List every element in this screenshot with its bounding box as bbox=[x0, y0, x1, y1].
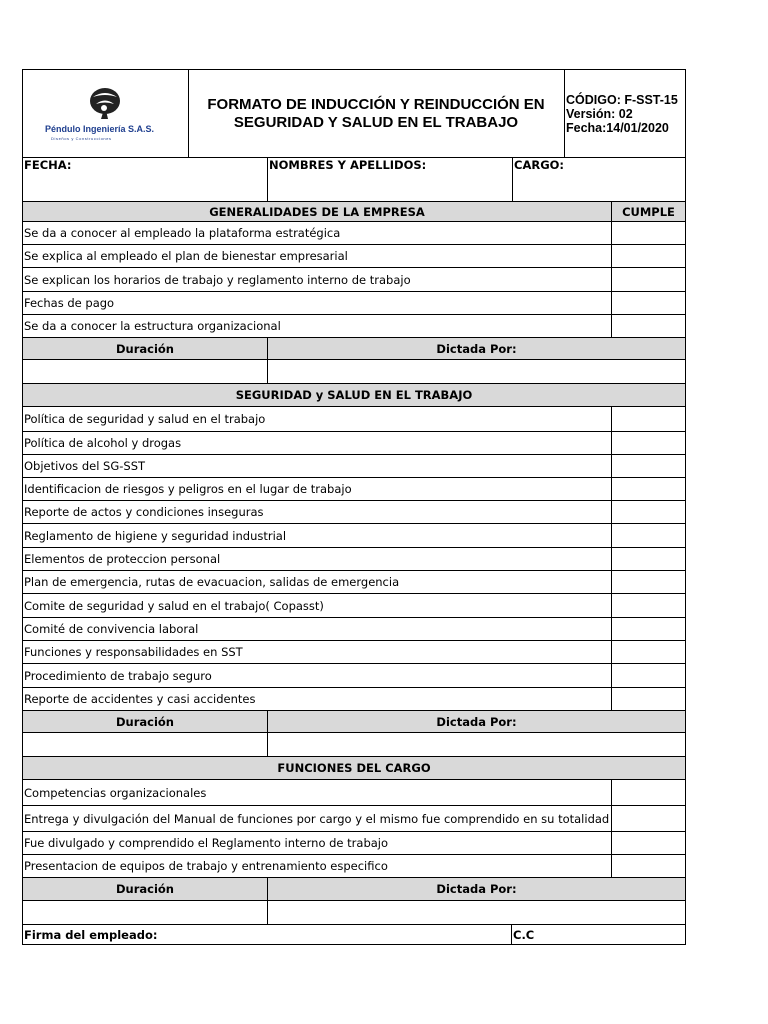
cumple-cell[interactable] bbox=[611, 292, 685, 314]
duracion-header-row bbox=[22, 878, 686, 901]
checklist-item: Procedimiento de trabajo seguro bbox=[24, 668, 212, 683]
section-title: SEGURIDAD y SALUD EN EL TRABAJO bbox=[235, 388, 473, 402]
checklist-item: Plan de emergencia, rutas de evacuacion, salidas de emergencia bbox=[24, 575, 400, 589]
checklist-item: Reporte de actos y condiciones inseguras bbox=[24, 505, 264, 519]
nombres-label: NOMBRES Y APELLIDOS: bbox=[269, 158, 427, 172]
checklist-item: Se explican los horarios de trabajo y reglamento interno de trabajo bbox=[24, 272, 411, 287]
section-funciones-header bbox=[22, 757, 686, 780]
duracion-header-row bbox=[22, 338, 686, 360]
table-row bbox=[22, 455, 686, 478]
table-row bbox=[22, 245, 686, 268]
cc-label: C.C bbox=[513, 927, 535, 942]
checklist-item: Identificacion de riesgos y peligros en el lugar de trabajo bbox=[24, 482, 352, 496]
table-row bbox=[22, 641, 686, 664]
section-title: FUNCIONES DEL CARGO bbox=[277, 761, 431, 775]
table-row bbox=[22, 524, 686, 548]
company-tagline: Diseños y Construcciones bbox=[51, 136, 112, 141]
table-row bbox=[22, 548, 686, 571]
checklist-item: Funciones y responsabilidades en SST bbox=[24, 645, 243, 659]
logo-cell bbox=[23, 70, 189, 157]
checklist-item: Elementos de proteccion personal bbox=[24, 552, 221, 566]
table-row bbox=[22, 292, 686, 315]
table-row bbox=[22, 664, 686, 688]
company-name: Péndulo Ingeniería S.A.S. bbox=[45, 124, 155, 134]
checklist-item: Política de seguridad y salud en el trabajo bbox=[24, 412, 266, 426]
nombres-field[interactable] bbox=[267, 157, 512, 201]
checklist-item: Reporte de accidentes y casi accidentes bbox=[24, 692, 256, 706]
table-row bbox=[22, 315, 686, 338]
cargo-label: CARGO: bbox=[514, 158, 565, 172]
table-row bbox=[22, 501, 686, 524]
table-row bbox=[22, 832, 686, 855]
duracion-header-row bbox=[22, 711, 686, 733]
cumple-cell[interactable] bbox=[611, 832, 685, 854]
cumple-cell[interactable] bbox=[611, 780, 685, 805]
document-date: Fecha:14/01/2020 bbox=[566, 120, 669, 135]
duracion-input-row bbox=[22, 901, 686, 925]
table-row bbox=[22, 571, 686, 594]
document-header bbox=[22, 69, 686, 158]
dictada-input[interactable] bbox=[267, 733, 685, 756]
cumple-cell[interactable] bbox=[611, 315, 685, 337]
document-title bbox=[188, 70, 565, 157]
duracion-label: Duración bbox=[115, 714, 174, 729]
cumple-cell[interactable] bbox=[611, 432, 685, 454]
table-row bbox=[22, 780, 686, 806]
cumple-cell[interactable] bbox=[611, 855, 685, 877]
dictada-label: Dictada Por: bbox=[267, 338, 685, 359]
table-row bbox=[22, 268, 686, 292]
cumple-cell[interactable] bbox=[611, 222, 685, 244]
cumple-cell[interactable] bbox=[611, 641, 685, 663]
cumple-cell[interactable] bbox=[611, 524, 685, 547]
checklist-item: Fue divulgado y comprendido el Reglamento interno de trabajo bbox=[24, 836, 389, 850]
company-logo-icon bbox=[87, 84, 123, 122]
cumple-cell[interactable] bbox=[611, 268, 685, 291]
section-sst-header bbox=[22, 384, 686, 407]
fields-row bbox=[22, 157, 686, 202]
checklist-item: Se explica al empleado el plan de bienestar empresarial bbox=[24, 249, 348, 263]
title-line-2: SEGURIDAD Y SALUD EN EL TRABAJO bbox=[233, 113, 519, 131]
duracion-input[interactable] bbox=[23, 901, 267, 924]
table-row bbox=[22, 594, 686, 618]
table-row bbox=[22, 478, 686, 501]
checklist-item: Presentacion de equipos de trabajo y entrenamiento especifico bbox=[24, 859, 388, 873]
section-title: GENERALIDADES DE LA EMPRESA bbox=[209, 204, 425, 219]
section-generalidades-header bbox=[22, 201, 686, 222]
document-code-block bbox=[565, 70, 685, 157]
cumple-cell[interactable] bbox=[611, 806, 685, 831]
duracion-input-row bbox=[22, 733, 686, 757]
duracion-input[interactable] bbox=[23, 360, 267, 383]
cc-field[interactable] bbox=[511, 925, 685, 944]
duracion-input-row bbox=[22, 360, 686, 384]
cumple-header: CUMPLE bbox=[611, 202, 685, 221]
cumple-cell[interactable] bbox=[611, 571, 685, 593]
signature-row bbox=[22, 925, 686, 945]
document-version: Versión: 02 bbox=[566, 106, 633, 121]
checklist-item: Comité de convivencia laboral bbox=[24, 622, 199, 636]
cargo-field[interactable] bbox=[512, 157, 685, 201]
table-row bbox=[22, 806, 686, 832]
checklist-item: Competencias organizacionales bbox=[24, 785, 207, 800]
cumple-cell[interactable] bbox=[611, 407, 685, 431]
duracion-label: Duración bbox=[115, 341, 174, 356]
checklist-item: Política de alcohol y drogas bbox=[24, 436, 182, 450]
checklist-item: Se da a conocer la estructura organizacional bbox=[24, 319, 281, 333]
cumple-cell[interactable] bbox=[611, 594, 685, 617]
table-row bbox=[22, 688, 686, 711]
duracion-input[interactable] bbox=[23, 733, 267, 756]
cumple-cell[interactable] bbox=[611, 245, 685, 267]
title-line-1: FORMATO DE INDUCCIÓN Y REINDUCCIÓN EN bbox=[207, 95, 545, 113]
dictada-label: Dictada Por: bbox=[267, 711, 685, 732]
table-row bbox=[22, 432, 686, 455]
checklist-item: Objetivos del SG-SST bbox=[24, 459, 146, 473]
cumple-cell[interactable] bbox=[611, 478, 685, 500]
checklist-item: Se da a conocer al empleado la plataforma estratégica bbox=[24, 226, 341, 240]
table-row bbox=[22, 855, 686, 878]
firma-label: Firma del empleado: bbox=[24, 927, 158, 942]
cumple-cell[interactable] bbox=[611, 455, 685, 477]
dictada-input[interactable] bbox=[267, 901, 685, 924]
duracion-label: Duración bbox=[115, 882, 174, 896]
table-row bbox=[22, 618, 686, 641]
cumple-cell[interactable] bbox=[611, 501, 685, 523]
fecha-field[interactable] bbox=[23, 157, 267, 201]
cumple-cell[interactable] bbox=[611, 664, 685, 687]
cumple-cell[interactable] bbox=[611, 688, 685, 710]
table-row bbox=[22, 222, 686, 245]
cumple-cell[interactable] bbox=[611, 548, 685, 570]
dictada-label: Dictada Por: bbox=[267, 878, 685, 900]
checklist-item: Entrega y divulgación del Manual de funciones por cargo y el mismo fue comprendido en su totalidad bbox=[24, 811, 610, 826]
table-row bbox=[22, 407, 686, 432]
checklist-item: Fechas de pago bbox=[24, 296, 115, 310]
cumple-cell[interactable] bbox=[611, 618, 685, 640]
dictada-input[interactable] bbox=[267, 360, 685, 383]
document-code: CÓDIGO: F-SST-15 bbox=[566, 92, 678, 107]
checklist-item: Reglamento de higiene y seguridad industrial bbox=[24, 528, 287, 543]
checklist-item: Comite de seguridad y salud en el trabajo( Copasst) bbox=[24, 598, 324, 613]
fecha-label: FECHA: bbox=[24, 158, 72, 172]
firma-field[interactable] bbox=[23, 925, 511, 944]
